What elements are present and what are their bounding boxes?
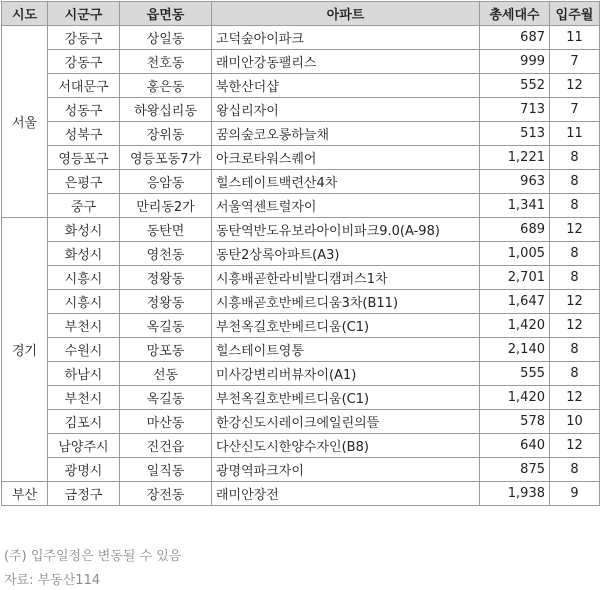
apartment-cell: 동탄역반도유보라아이비파크9.0(A-98) (212, 218, 480, 242)
district-cell: 성동구 (48, 98, 120, 122)
apartment-cell: 꿈의숲코오롱하늘채 (212, 122, 480, 146)
table-row (2, 242, 600, 266)
table-row (2, 482, 600, 506)
town-cell: 진건읍 (120, 434, 212, 458)
month-cell: 12 (550, 290, 600, 314)
header-town: 읍면동 (120, 2, 212, 26)
apartment-cell: 다산신도시한양수자인(B8) (212, 434, 480, 458)
district-cell: 영등포구 (48, 146, 120, 170)
units-cell: 999 (480, 50, 550, 74)
month-cell: 8 (550, 194, 600, 218)
month-cell: 8 (550, 338, 600, 362)
month-cell: 9 (550, 482, 600, 506)
table-row (2, 50, 600, 74)
town-cell: 장전동 (120, 482, 212, 506)
town-cell: 천호동 (120, 50, 212, 74)
district-cell: 부천시 (48, 386, 120, 410)
apartment-cell: 시흥배곧한라비발디캠퍼스1차 (212, 266, 480, 290)
town-cell: 망포동 (120, 338, 212, 362)
month-cell: 8 (550, 362, 600, 386)
town-cell: 장위동 (120, 122, 212, 146)
district-cell: 시흥시 (48, 290, 120, 314)
units-cell: 2,140 (480, 338, 550, 362)
units-cell: 689 (480, 218, 550, 242)
apartment-cell: 미사강변리버뷰자이(A1) (212, 362, 480, 386)
month-cell: 8 (550, 170, 600, 194)
units-cell: 578 (480, 410, 550, 434)
month-cell: 12 (550, 434, 600, 458)
footnote-source: 자료: 부동산114 (4, 573, 101, 588)
units-cell: 963 (480, 170, 550, 194)
month-cell: 8 (550, 242, 600, 266)
table-row (2, 74, 600, 98)
town-cell: 일직동 (120, 458, 212, 482)
district-cell: 수원시 (48, 338, 120, 362)
units-cell: 875 (480, 458, 550, 482)
district-cell: 서대문구 (48, 74, 120, 98)
month-cell: 8 (550, 146, 600, 170)
town-cell: 옥길동 (120, 386, 212, 410)
month-cell: 11 (550, 122, 600, 146)
header-month: 입주월 (550, 2, 600, 26)
units-cell: 640 (480, 434, 550, 458)
units-cell: 513 (480, 122, 550, 146)
header-region: 시도 (2, 2, 48, 26)
units-cell: 555 (480, 362, 550, 386)
apartment-cell: 서울역센트럴자이 (212, 194, 480, 218)
units-cell: 713 (480, 98, 550, 122)
table-row (2, 386, 600, 410)
district-cell: 김포시 (48, 410, 120, 434)
table-row (2, 434, 600, 458)
table-row (2, 122, 600, 146)
table-row (2, 98, 600, 122)
units-cell: 1,647 (480, 290, 550, 314)
apartment-cell: 광명역파크자이 (212, 458, 480, 482)
district-cell: 은평구 (48, 170, 120, 194)
header-row (2, 2, 600, 26)
header-units: 총세대수 (480, 2, 550, 26)
apartment-cell: 한강신도시레이크에일린의뜰 (212, 410, 480, 434)
month-cell: 12 (550, 314, 600, 338)
units-cell: 552 (480, 74, 550, 98)
month-cell: 8 (550, 458, 600, 482)
table-row (2, 410, 600, 434)
month-cell: 8 (550, 266, 600, 290)
district-cell: 화성시 (48, 218, 120, 242)
district-cell: 강동구 (48, 50, 120, 74)
region-cell: 부산 (2, 482, 48, 506)
apartment-cell: 고덕숲아이파크 (212, 26, 480, 50)
footnote-schedule: (주) 입주일정은 변동될 수 있음 (4, 549, 182, 564)
table-row (2, 266, 600, 290)
apartment-cell: 힐스테이트백련산4차 (212, 170, 480, 194)
town-cell: 응암동 (120, 170, 212, 194)
town-cell: 마산동 (120, 410, 212, 434)
town-cell: 영천동 (120, 242, 212, 266)
header-apartment: 아파트 (212, 2, 480, 26)
month-cell: 12 (550, 74, 600, 98)
district-cell: 성북구 (48, 122, 120, 146)
district-cell: 하남시 (48, 362, 120, 386)
units-cell: 1,005 (480, 242, 550, 266)
month-cell: 12 (550, 386, 600, 410)
units-cell: 1,341 (480, 194, 550, 218)
table-row (2, 170, 600, 194)
apartment-cell: 아크로타워스퀘어 (212, 146, 480, 170)
apartment-cell: 시흥배곧호반베르디움3차(B11) (212, 290, 480, 314)
district-cell: 시흥시 (48, 266, 120, 290)
units-cell: 1,420 (480, 386, 550, 410)
district-cell: 금정구 (48, 482, 120, 506)
town-cell: 영등포동7가 (120, 146, 212, 170)
district-cell: 중구 (48, 194, 120, 218)
table-row (2, 458, 600, 482)
town-cell: 만리동2가 (120, 194, 212, 218)
town-cell: 홍은동 (120, 74, 212, 98)
region-cell: 서울 (2, 26, 48, 218)
table-row (2, 26, 600, 50)
month-cell: 12 (550, 218, 600, 242)
town-cell: 상일동 (120, 26, 212, 50)
town-cell: 옥길동 (120, 314, 212, 338)
month-cell: 7 (550, 98, 600, 122)
table-row (2, 314, 600, 338)
apartment-cell: 힐스테이트영통 (212, 338, 480, 362)
table-row (2, 146, 600, 170)
units-cell: 2,701 (480, 266, 550, 290)
town-cell: 하왕십리동 (120, 98, 212, 122)
district-cell: 화성시 (48, 242, 120, 266)
apartment-cell: 동탄2상록아파트(A3) (212, 242, 480, 266)
district-cell: 광명시 (48, 458, 120, 482)
town-cell: 정왕동 (120, 266, 212, 290)
units-cell: 1,938 (480, 482, 550, 506)
apartment-cell: 래미안장전 (212, 482, 480, 506)
apartment-table (1, 1, 600, 506)
units-cell: 1,420 (480, 314, 550, 338)
units-cell: 687 (480, 26, 550, 50)
table-row (2, 290, 600, 314)
town-cell: 선동 (120, 362, 212, 386)
district-cell: 강동구 (48, 26, 120, 50)
month-cell: 10 (550, 410, 600, 434)
district-cell: 남양주시 (48, 434, 120, 458)
month-cell: 11 (550, 26, 600, 50)
table-body (2, 26, 600, 506)
table-row (2, 194, 600, 218)
table-row (2, 362, 600, 386)
apartment-cell: 북한산더샵 (212, 74, 480, 98)
town-cell: 정왕동 (120, 290, 212, 314)
table-row (2, 218, 600, 242)
apartment-cell: 래미안강동팰리스 (212, 50, 480, 74)
apartment-cell: 부천옥길호반베르디움(C1) (212, 314, 480, 338)
table-row (2, 338, 600, 362)
apartment-cell: 왕십리자이 (212, 98, 480, 122)
town-cell: 동탄면 (120, 218, 212, 242)
apartment-cell: 부천옥길호반베르디움(C1) (212, 386, 480, 410)
district-cell: 부천시 (48, 314, 120, 338)
region-cell: 경기 (2, 218, 48, 482)
units-cell: 1,221 (480, 146, 550, 170)
month-cell: 7 (550, 50, 600, 74)
header-district: 시군구 (48, 2, 120, 26)
